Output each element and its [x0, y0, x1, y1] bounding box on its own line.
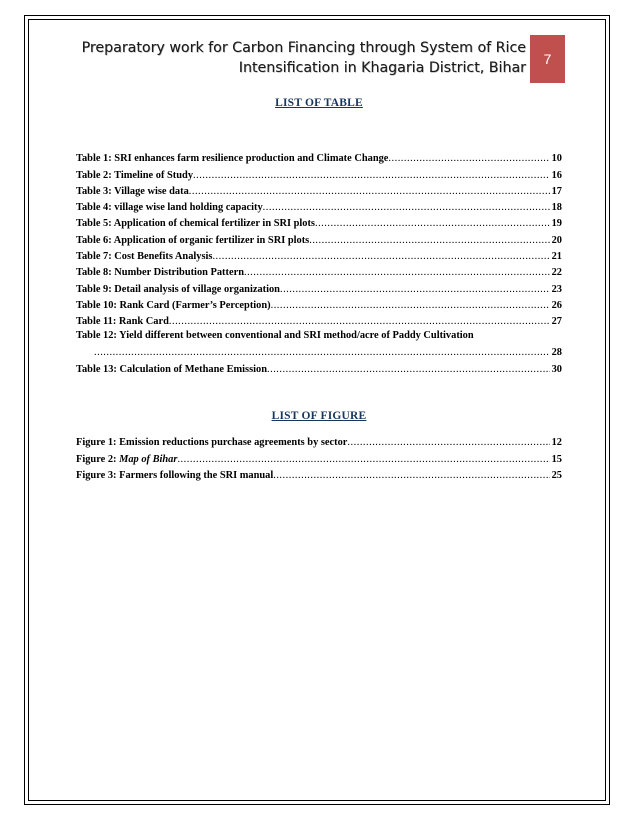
toc-entry-page: 28 — [551, 347, 562, 359]
dot-leader — [309, 234, 549, 248]
toc-entry-page: 22 — [551, 267, 562, 279]
toc-entry-label: Table 6: Application of organic fertilizer in SRI plots — [76, 234, 310, 246]
toc-entry-label: Table 13: Calculation of Methane Emission — [76, 363, 267, 375]
toc-entry-table-3[interactable] — [76, 183, 562, 199]
dot-leader — [177, 453, 549, 467]
toc-entry-label: Table 5: Application of chemical fertilizer in SRI plots — [76, 218, 315, 230]
toc-entry-prefix: Figure 2: — [76, 453, 120, 465]
page-number-badge: 7 — [530, 35, 565, 83]
toc-entry-label: Table 7: Cost Benefits Analysis — [76, 251, 213, 263]
toc-entry-label: Table 8: Number Distribution Pattern — [76, 267, 244, 279]
toc-entry-table-5[interactable] — [76, 215, 562, 231]
toc-entry-label: Emission reductions purchase agreements by sector — [119, 437, 348, 449]
toc-entry-table-10[interactable] — [76, 297, 562, 313]
toc-entry-page: 15 — [551, 453, 562, 465]
toc-entry-table-13[interactable] — [76, 360, 562, 376]
dot-leader — [244, 266, 550, 280]
toc-entry-table-6[interactable] — [76, 231, 562, 247]
dot-leader — [347, 436, 549, 450]
dot-leader — [263, 201, 550, 215]
toc-entry-page: 12 — [551, 437, 562, 449]
toc-entry-label: Farmers following the SRI manual — [119, 469, 274, 481]
toc-entry-label: Table 12: Yield different between conventional and SRI method/acre of Paddy Cultivation — [76, 330, 474, 342]
toc-entry-page: 18 — [551, 202, 562, 214]
list-of-figure-heading: LIST OF FIGURE — [271, 410, 367, 422]
toc-entry-label: Map of Bihar — [119, 453, 178, 465]
toc-entry-page: 23 — [551, 283, 562, 295]
figure-list — [76, 434, 562, 483]
dot-leader — [388, 152, 549, 166]
running-header — [80, 38, 526, 78]
dot-leader — [169, 315, 550, 329]
header-title-line1: Preparatory work for Carbon Financing through System of Rice — [81, 40, 526, 56]
dot-leader — [267, 363, 550, 377]
toc-entry-table-7[interactable] — [76, 248, 562, 264]
table-list — [76, 150, 562, 377]
toc-entry-label: Table 1: SRI enhances farm resilience production and Climate Change — [76, 153, 389, 165]
dot-leader — [280, 283, 550, 297]
toc-entry-table-1[interactable] — [76, 150, 562, 166]
toc-entry-prefix: Figure 1: — [76, 437, 120, 449]
toc-entry-page: 20 — [551, 234, 562, 246]
toc-entry-table-8[interactable] — [76, 264, 562, 280]
dot-leader — [193, 169, 550, 183]
dot-leader — [271, 299, 550, 313]
toc-entry-figure-3[interactable] — [76, 467, 562, 483]
toc-entry-page: 21 — [551, 251, 562, 263]
toc-entry-page: 10 — [551, 153, 562, 165]
toc-entry-table-4[interactable] — [76, 199, 562, 215]
toc-entry-label: Table 3: Village wise data — [76, 185, 189, 197]
dot-leader — [212, 250, 549, 264]
toc-entry-prefix: Figure 3: — [76, 469, 120, 481]
toc-entry-table-11[interactable] — [76, 313, 562, 329]
toc-entry-page: 25 — [551, 469, 562, 481]
toc-entry-page: 26 — [551, 299, 562, 311]
list-of-table-heading: LIST OF TABLE — [275, 97, 363, 109]
dot-leader — [189, 185, 550, 199]
header-title-line2: Intensification in Khagaria District, Bihar — [238, 60, 526, 76]
toc-entry-table-12[interactable] — [76, 329, 562, 360]
toc-entry-page: 16 — [551, 169, 562, 181]
toc-entry-table-2[interactable] — [76, 166, 562, 182]
toc-entry-label: Table 9: Detail analysis of village organization — [76, 283, 280, 295]
toc-entry-label: Table 2: Timeline of Study — [76, 169, 194, 181]
dot-leader — [94, 346, 550, 360]
toc-entry-figure-2[interactable] — [76, 450, 562, 466]
dot-leader — [315, 217, 550, 231]
toc-entry-label: Table 4: village wise land holding capacity — [76, 202, 263, 214]
toc-entry-figure-1[interactable] — [76, 434, 562, 450]
toc-entry-label: Table 11: Rank Card — [76, 316, 169, 328]
toc-entry-table-9[interactable] — [76, 280, 562, 296]
dot-leader — [273, 469, 549, 483]
toc-entry-page: 27 — [551, 316, 562, 328]
toc-entry-page: 19 — [551, 218, 562, 230]
toc-entry-label: Table 10: Rank Card (Farmer’s Perception) — [76, 299, 271, 311]
toc-entry-page: 17 — [551, 185, 562, 197]
toc-entry-page: 30 — [551, 363, 562, 375]
